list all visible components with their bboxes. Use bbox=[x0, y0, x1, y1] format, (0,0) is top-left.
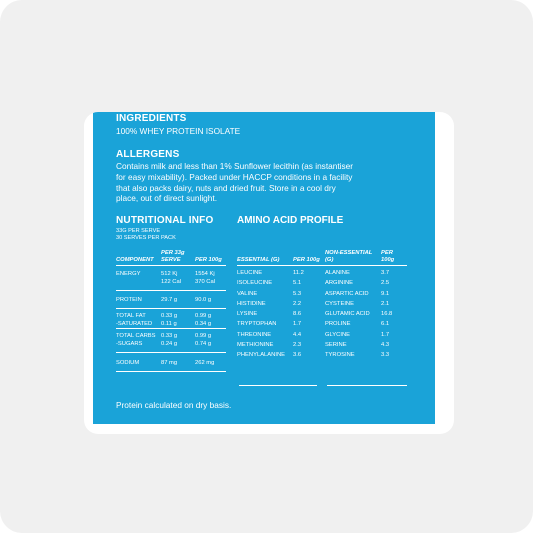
per-100g-value: 0.74 g bbox=[195, 341, 212, 347]
row-label: TOTAL CARBS bbox=[116, 329, 161, 341]
amino-table bbox=[237, 248, 407, 361]
allergens-line: Contains milk and less than 1% Sunflower lecithin (as instantiser bbox=[116, 161, 354, 171]
table-row bbox=[237, 319, 407, 329]
table-row bbox=[116, 340, 226, 348]
table-row bbox=[116, 309, 226, 321]
allergens-text bbox=[116, 161, 441, 204]
table-row bbox=[116, 329, 226, 341]
essential-name: ISOLEUCINE bbox=[237, 280, 273, 287]
row-label: TOTAL FAT bbox=[116, 309, 161, 321]
allergens-line: for easy mixability). Packed under HACCP conditions in a facility bbox=[116, 171, 353, 182]
table-row bbox=[237, 268, 407, 278]
per-serve-value: 29.7 g bbox=[161, 291, 195, 305]
essential-name: LEUCINE bbox=[237, 270, 263, 276]
non-essential-value: 3.7 bbox=[381, 270, 390, 276]
row-label bbox=[116, 278, 161, 286]
essential-name: HISTIDINE bbox=[237, 300, 266, 307]
per-100g-value: 0.34 g bbox=[195, 321, 212, 327]
per-100g-value: 0.99 g bbox=[195, 329, 226, 341]
non-essential-name: GLYCINE bbox=[325, 331, 351, 338]
per-serve-value: 0.33 g bbox=[161, 329, 195, 341]
essential-name: PHENYLALANINE bbox=[237, 352, 286, 359]
per-100g-value: 1554 Kj bbox=[195, 271, 215, 277]
non-essential-value: 6.1 bbox=[381, 321, 390, 328]
essential-value: 4.4 bbox=[293, 331, 302, 338]
row-label: -SUGARS bbox=[116, 341, 143, 347]
column-header: PER 100g bbox=[195, 248, 226, 266]
nutrition-table bbox=[116, 248, 226, 372]
column-header: COMPONENT bbox=[116, 248, 161, 266]
non-essential-name: ALANINE bbox=[325, 270, 350, 276]
essential-bottom-rule bbox=[239, 385, 317, 386]
row-label: ENERGY bbox=[116, 271, 141, 277]
non-essential-value: 9.1 bbox=[381, 290, 390, 297]
non-essential-name: ARGININE bbox=[325, 280, 354, 287]
non-essential-bottom-rule bbox=[327, 385, 407, 386]
essential-name: VALINE bbox=[237, 290, 258, 297]
essential-name: TRYPTOPHAN bbox=[237, 321, 277, 328]
per-100g-value: 262 mg bbox=[195, 353, 226, 372]
nutrition-heading: NUTRITIONAL INFO bbox=[116, 215, 214, 226]
column-header: NON-ESSENTIAL (G) bbox=[325, 248, 381, 266]
table-row bbox=[237, 330, 407, 340]
non-essential-name: ASPARTIC ACID bbox=[325, 290, 369, 297]
table-row bbox=[116, 270, 226, 278]
per-serve-value: 0.33 g bbox=[161, 309, 195, 321]
table-row bbox=[237, 278, 407, 288]
essential-name: LYSINE bbox=[237, 311, 258, 318]
table-header-row bbox=[237, 248, 407, 266]
allergens-line: that also packs dairy, nuts and dried fruit. Store in a cool dry bbox=[116, 182, 336, 193]
per-100g-value: 90.0 g bbox=[195, 291, 226, 305]
table-row bbox=[237, 299, 407, 309]
non-essential-name: CYSTEINE bbox=[325, 300, 354, 307]
allergens-line: place, out of direct sunlight. bbox=[116, 193, 218, 204]
column-header: PER 33g SERVE bbox=[161, 248, 195, 266]
table-row bbox=[237, 350, 407, 360]
product-label-photo bbox=[84, 112, 454, 434]
essential-value: 2.2 bbox=[293, 300, 302, 307]
ingredients-heading: INGREDIENTS bbox=[116, 113, 187, 124]
non-essential-value: 3.3 bbox=[381, 352, 390, 359]
essential-name: THREONINE bbox=[237, 331, 272, 338]
table-header-row bbox=[116, 248, 226, 266]
essential-value: 3.6 bbox=[293, 352, 302, 359]
per-serve-value: 87 mg bbox=[161, 353, 195, 372]
table-row bbox=[237, 309, 407, 319]
serve-size: 33G PER SERVE bbox=[116, 228, 161, 234]
column-header: PER 100g bbox=[381, 248, 407, 266]
row-label: -SATURATED bbox=[116, 321, 153, 327]
essential-value: 5.3 bbox=[293, 290, 302, 297]
non-essential-value: 2.1 bbox=[381, 300, 390, 307]
per-100g-value: 370 Cal bbox=[195, 279, 215, 285]
per-serve-value: 0.11 g bbox=[161, 321, 177, 327]
per-serve-value: 512 Kj bbox=[161, 271, 178, 277]
non-essential-value: 4.3 bbox=[381, 342, 390, 349]
table-row bbox=[116, 320, 226, 329]
table-row bbox=[237, 340, 407, 350]
row-label: PROTEIN bbox=[116, 291, 161, 305]
non-essential-name: TYROSINE bbox=[325, 352, 355, 359]
essential-value: 5.1 bbox=[293, 280, 302, 287]
table-row bbox=[237, 289, 407, 299]
label-panel bbox=[93, 112, 435, 424]
per-100g-value: 0.99 g bbox=[195, 309, 226, 321]
row-label: SODIUM bbox=[116, 353, 161, 372]
non-essential-value: 16.8 bbox=[381, 311, 393, 318]
essential-value: 1.7 bbox=[293, 321, 302, 328]
table-row bbox=[116, 291, 226, 305]
per-serve-value: 122 Cal bbox=[161, 279, 181, 285]
table-row bbox=[116, 278, 226, 286]
essential-name: METHIONINE bbox=[237, 342, 274, 349]
ingredients-text: 100% WHEY PROTEIN ISOLATE bbox=[116, 126, 241, 136]
column-header: ESSENTIAL (G) bbox=[237, 248, 293, 266]
allergens-heading: ALLERGENS bbox=[116, 149, 180, 160]
table-row bbox=[116, 353, 226, 372]
non-essential-name: PROLINE bbox=[325, 321, 351, 328]
serves-per-pack: 30 SERVES PER PACK bbox=[116, 235, 176, 241]
essential-value: 11.2 bbox=[293, 270, 304, 276]
non-essential-value: 1.7 bbox=[381, 331, 390, 338]
essential-value: 2.3 bbox=[293, 342, 302, 349]
non-essential-value: 2.5 bbox=[381, 280, 390, 287]
amino-heading: AMINO ACID PROFILE bbox=[237, 215, 344, 226]
footnote: Protein calculated on dry basis. bbox=[116, 400, 232, 410]
non-essential-name: SERINE bbox=[325, 342, 347, 349]
non-essential-name: GLUTAMIC ACID bbox=[325, 311, 370, 318]
column-header: PER 100g bbox=[293, 248, 325, 266]
per-serve-value: 0.24 g bbox=[161, 341, 178, 347]
essential-value: 8.6 bbox=[293, 311, 302, 318]
